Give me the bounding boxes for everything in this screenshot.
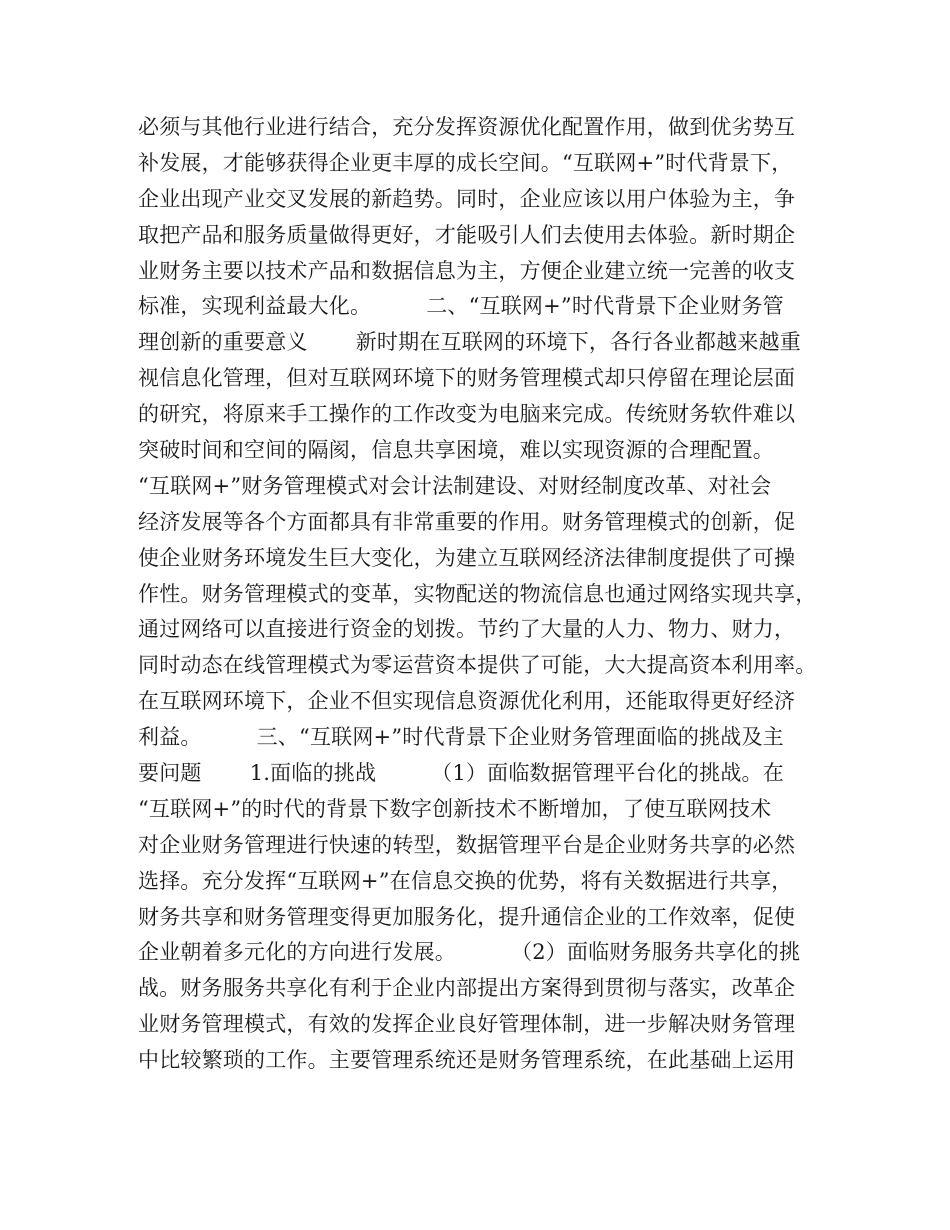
- text-line: 经济发展等各个方面都具有非常重要的作用。财务管理模式的创新，促: [138, 509, 796, 534]
- text-line: 在互联网环境下，企业不但实现信息资源优化利用，还能取得更好经济: [138, 689, 796, 714]
- text-line: 选择。充分发挥“互联网+”在信息交换的优势，将有关数据进行共享，: [138, 868, 793, 893]
- text-line: 中比较繁琐的工作。主要管理系统还是财务管理系统，在此基础上运用: [138, 1048, 796, 1073]
- body-text: [138, 110, 828, 1079]
- text-line: 视信息化管理，但对互联网环境下的财务管理模式却只停留在理论层面: [138, 366, 796, 391]
- text-line: “互联网+”的时代的背景下数字创新技术不断增加，了使互联网技术: [138, 796, 772, 821]
- text-line: 必须与其他行业进行结合，充分发挥资源优化配置作用，做到优劣势互: [138, 115, 796, 139]
- text-line: 企业出现产业交叉发展的新趋势。同时，企业应该以用户体验为主，争: [138, 186, 796, 211]
- text-line: 的研究，将原来手工操作的工作改变为电脑来完成。传统财务软件难以: [138, 402, 796, 427]
- text-line: 战。财务服务共享化有利于企业内部提出方案得到贯彻与落实，改革企: [138, 976, 796, 1001]
- text-line: 突破时间和空间的隔阂，信息共享困境，难以实现资源的合理配置。: [138, 438, 774, 463]
- text-line: “互联网+”财务管理模式对会计法制建设、对财经制度改革、对社会: [138, 473, 772, 498]
- text-line: 使企业财务环境发生巨大变化，为建立互联网经济法律制度提供了可操: [138, 545, 796, 570]
- text-line: 作性。财务管理模式的变革，实物配送的物流信息也通过网络实现共享，: [138, 581, 817, 606]
- text-line: 补发展，才能够获得企业更丰厚的成长空间。“互联网+”时代背景下，: [138, 150, 793, 175]
- text-line: 要问题 1.面临的挑战 （1）面临数据管理平台化的挑战。在: [138, 761, 784, 786]
- text-line: 业财务主要以技术产品和数据信息为主，方便企业建立统一完善的收支: [138, 258, 796, 283]
- text-line: 理创新的重要意义 新时期在互联网的环境下，各行各业都越来越重: [138, 330, 801, 355]
- text-line: 通过网络可以直接进行资金的划拨。节约了大量的人力、物力、财力，: [138, 617, 796, 642]
- text-line: 取把产品和服务质量做得更好，才能吸引人们去使用去体验。新时期企: [138, 222, 796, 247]
- text-line: 对企业财务管理进行快速的转型，数据管理平台是企业财务共享的必然: [138, 832, 796, 857]
- text-line: 标准，实现利益最大化。 二、“互联网+”时代背景下企业财务管: [138, 294, 784, 319]
- text-line: 同时动态在线管理模式为零运营资本提供了可能，大大提高资本利用率。: [138, 653, 817, 678]
- text-line: 企业朝着多元化的方向进行发展。 （2）面临财务服务共享化的挑: [138, 940, 801, 965]
- text-line: 利益。 三、“互联网+”时代背景下企业财务管理面临的挑战及主: [138, 725, 784, 750]
- text-line: 财务共享和财务管理变得更加服务化，提升通信企业的工作效率，促使: [138, 904, 796, 929]
- text-line: 业财务管理模式，有效的发挥企业良好管理体制，进一步解决财务管理: [138, 1012, 796, 1037]
